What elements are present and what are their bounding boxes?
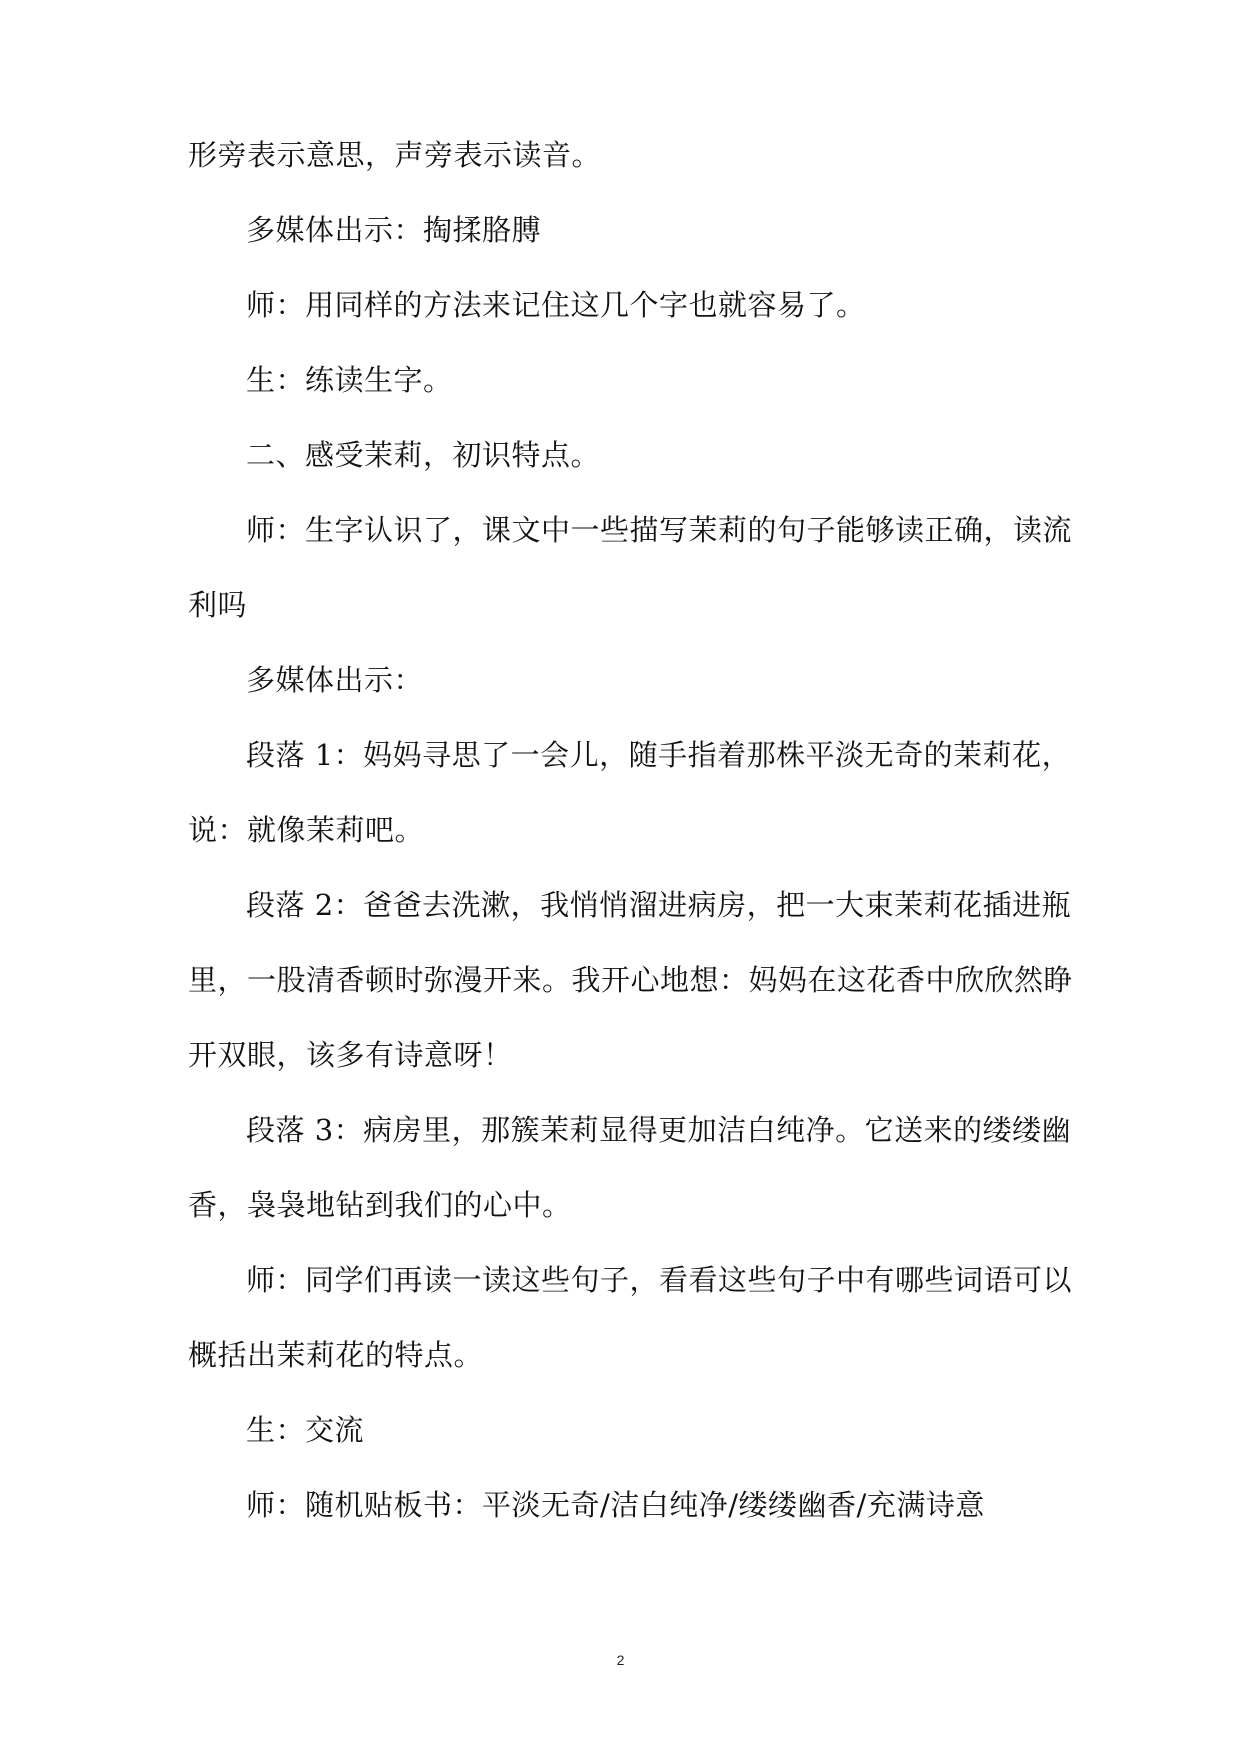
text-line: 段落 1：妈妈寻思了一会儿，随手指着那株平淡无奇的茉莉花， — [246, 738, 1072, 772]
text-line: 生：交流 — [246, 1413, 365, 1447]
text-line: 说：就像茉莉吧。 — [188, 813, 425, 847]
text-line: 多媒体出示： — [246, 663, 424, 697]
text-line: 利吗 — [188, 588, 248, 622]
text-line: 香，袅袅地钻到我们的心中。 — [188, 1188, 572, 1222]
text-line: 师：随机贴板书：平淡无奇/洁白纯净/缕缕幽香/充满诗意 — [246, 1488, 985, 1522]
text-line: 里，一股清香顿时弥漫开来。我开心地想：妈妈在这花香中欣欣然睁 — [188, 963, 1074, 997]
text-line: 师：同学们再读一读这些句子，看看这些句子中有哪些词语可以 — [246, 1263, 1073, 1297]
text-line: 师：用同样的方法来记住这几个字也就容易了。 — [246, 288, 866, 322]
text-line: 多媒体出示：掏揉胳膊 — [246, 213, 542, 247]
text-line: 概括出茉莉花的特点。 — [188, 1338, 484, 1372]
text-line: 师：生字认识了，课文中一些描写茉莉的句子能够读正确，读流 — [246, 513, 1073, 547]
text-line: 生：练读生字。 — [246, 363, 453, 397]
text-line: 段落 3：病房里，那簇茉莉显得更加洁白纯净。它送来的缕缕幽 — [246, 1113, 1072, 1147]
page-number: 2 — [616, 1652, 625, 1668]
text-line: 开双眼，该多有诗意呀！ — [188, 1038, 513, 1072]
text-line: 段落 2：爸爸去洗漱，我悄悄溜进病房，把一大束茉莉花插进瓶 — [246, 888, 1072, 922]
section-heading: 二、感受茉莉，初识特点。 — [246, 438, 601, 472]
text-line: 形旁表示意思，声旁表示读音。 — [188, 138, 602, 172]
